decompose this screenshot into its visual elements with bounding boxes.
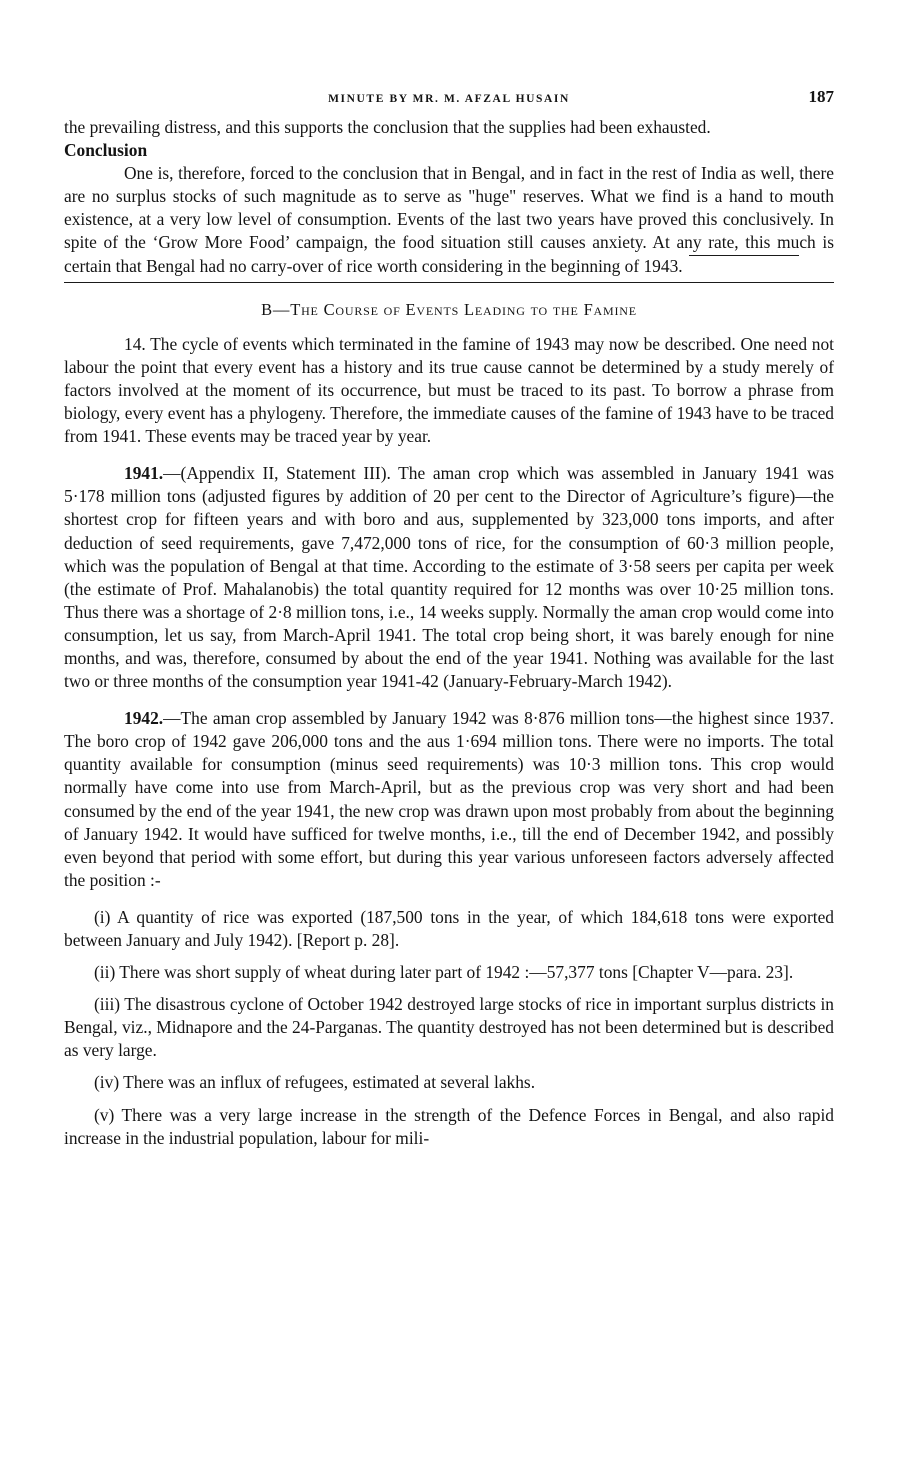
paragraph-1942: [64, 707, 834, 892]
year-1942-text: —The aman crop assembled by January 1942 was 8·876 million tons—the highest since 1937. The boro crop of 1942 gave 206,000 tons and the aus 1·694 million tons. There were no imports. The total quantity available for consumption (minus seed requirements) was 10·3 million tons. This crop would normally have come into use from March-April, but as the previous crop was very short and had been consumed by the end of the year 1941, the new crop was drawn upon most probably from about the beginning of January 1942. It would have sufficed for twelve months, i.e., till the end of December 1942, and possibly even beyond that period with some effort, but during this year various unforeseen factors adversely affected the position :-: [64, 708, 834, 890]
factor-item: (i) A quantity of rice was exported (187,500 tons in the year, of which 184,618 tons were exported between January and July 1942). [Report p. 28].: [64, 906, 834, 950]
factor-item: (ii) There was short supply of wheat during later part of 1942 :—57,377 tons [Chapter V—para. 23].: [94, 962, 794, 983]
spacer: [64, 1062, 834, 1071]
paragraph-1941: [64, 462, 834, 693]
year-1941-label: 1941.: [124, 463, 164, 484]
conclusion-text: One is, therefore, forced to the conclusion that in Bengal, and in fact in the rest of India as well, there are no surplus stocks of such magnitude as to serve as "huge" reserves. What we find is a hand to mouth existence, at a very low level of consumption. Events of the last two years have proved this conclusively. In spite of the ‘Grow More Food’ campaign, the food situation still causes anxiety. At any rate, this much is certain that Bengal had no carry-over of rice worth considering in the beginning of 1943.: [64, 163, 834, 276]
factor-item: (iv) There was an influx of refugees, estimated at several lakhs.: [94, 1072, 536, 1093]
factor-item: (iii) The disastrous cyclone of October 1942 destroyed large stocks of rice in important surplus districts in Bengal, viz., Midnapore and the 24-Parganas. The quantity destroyed has not been determined but is described as very large.: [64, 994, 834, 1061]
continuation-paragraph: the prevailing distress, and this supports the conclusion that the supplies had been exhausted.: [64, 117, 711, 137]
spacer: [64, 693, 834, 707]
spacer: [64, 952, 834, 961]
spacer: [64, 448, 834, 462]
spacer: [64, 892, 834, 906]
running-header: [64, 88, 834, 110]
running-title: MINUTE BY MR. M. AFZAL HUSAIN: [328, 93, 570, 105]
conclusion-heading: Conclusion: [64, 140, 148, 161]
page-number: 187: [808, 87, 834, 106]
spacer: [64, 1095, 834, 1104]
conclusion-paragraph: [64, 162, 834, 277]
factor-item: (v) There was a very large increase in the strength of the Defence Forces in Bengal, and also rapid increase in the industrial population, labour for mili-: [64, 1104, 834, 1148]
year-1942-label: 1942.: [124, 708, 164, 729]
spacer: [64, 984, 834, 993]
section-divider: [64, 282, 834, 283]
section-b-title: B—The Course of Events Leading to the Famine: [261, 299, 637, 319]
year-1941-text: —(Appendix II, Statement III). The aman crop which was assembled in January 1941 was 5·178 million tons (adjusted figures by addition of 20 per cent to the Director of Agriculture’s figure)—the shortest crop for fifteen years and with boro and aus, supplemented by 323,000 tons imports, and after deduction of seed requirements, gave 7,472,000 tons of rice, for the consumption of 60·3 million people, which was the population of Bengal at that time. According to the estimate of 3·58 seers per capita per week (the estimate of Prof. Mahalanobis) the total quantity required for 12 months was over 10·25 million tons. Thus there was a shortage of 2·8 million tons, i.e., 14 weeks supply. Normally the aman crop would come into consumption, let us say, from March-April 1941. The total crop being short, it was barely enough for nine months, and was, therefore, consumed by about the end of the year 1941. Nothing was available for the last two or three months of the consumption year 1941-42 (January-February-March 1942).: [64, 463, 834, 692]
end-rule: [689, 255, 799, 256]
paragraph-14: 14. The cycle of events which terminated in the famine of 1943 may now be described. One need not labour the point that every event has a history and its true cause cannot be determined by a study merely of factors involved at the moment of its occurrence, but must be traced to its past. To borrow a phrase from biology, every event has a phylogeny. Therefore, the immediate causes of the famine of 1943 have to be traced from 1941. These events may be traced year by year.: [64, 333, 834, 447]
